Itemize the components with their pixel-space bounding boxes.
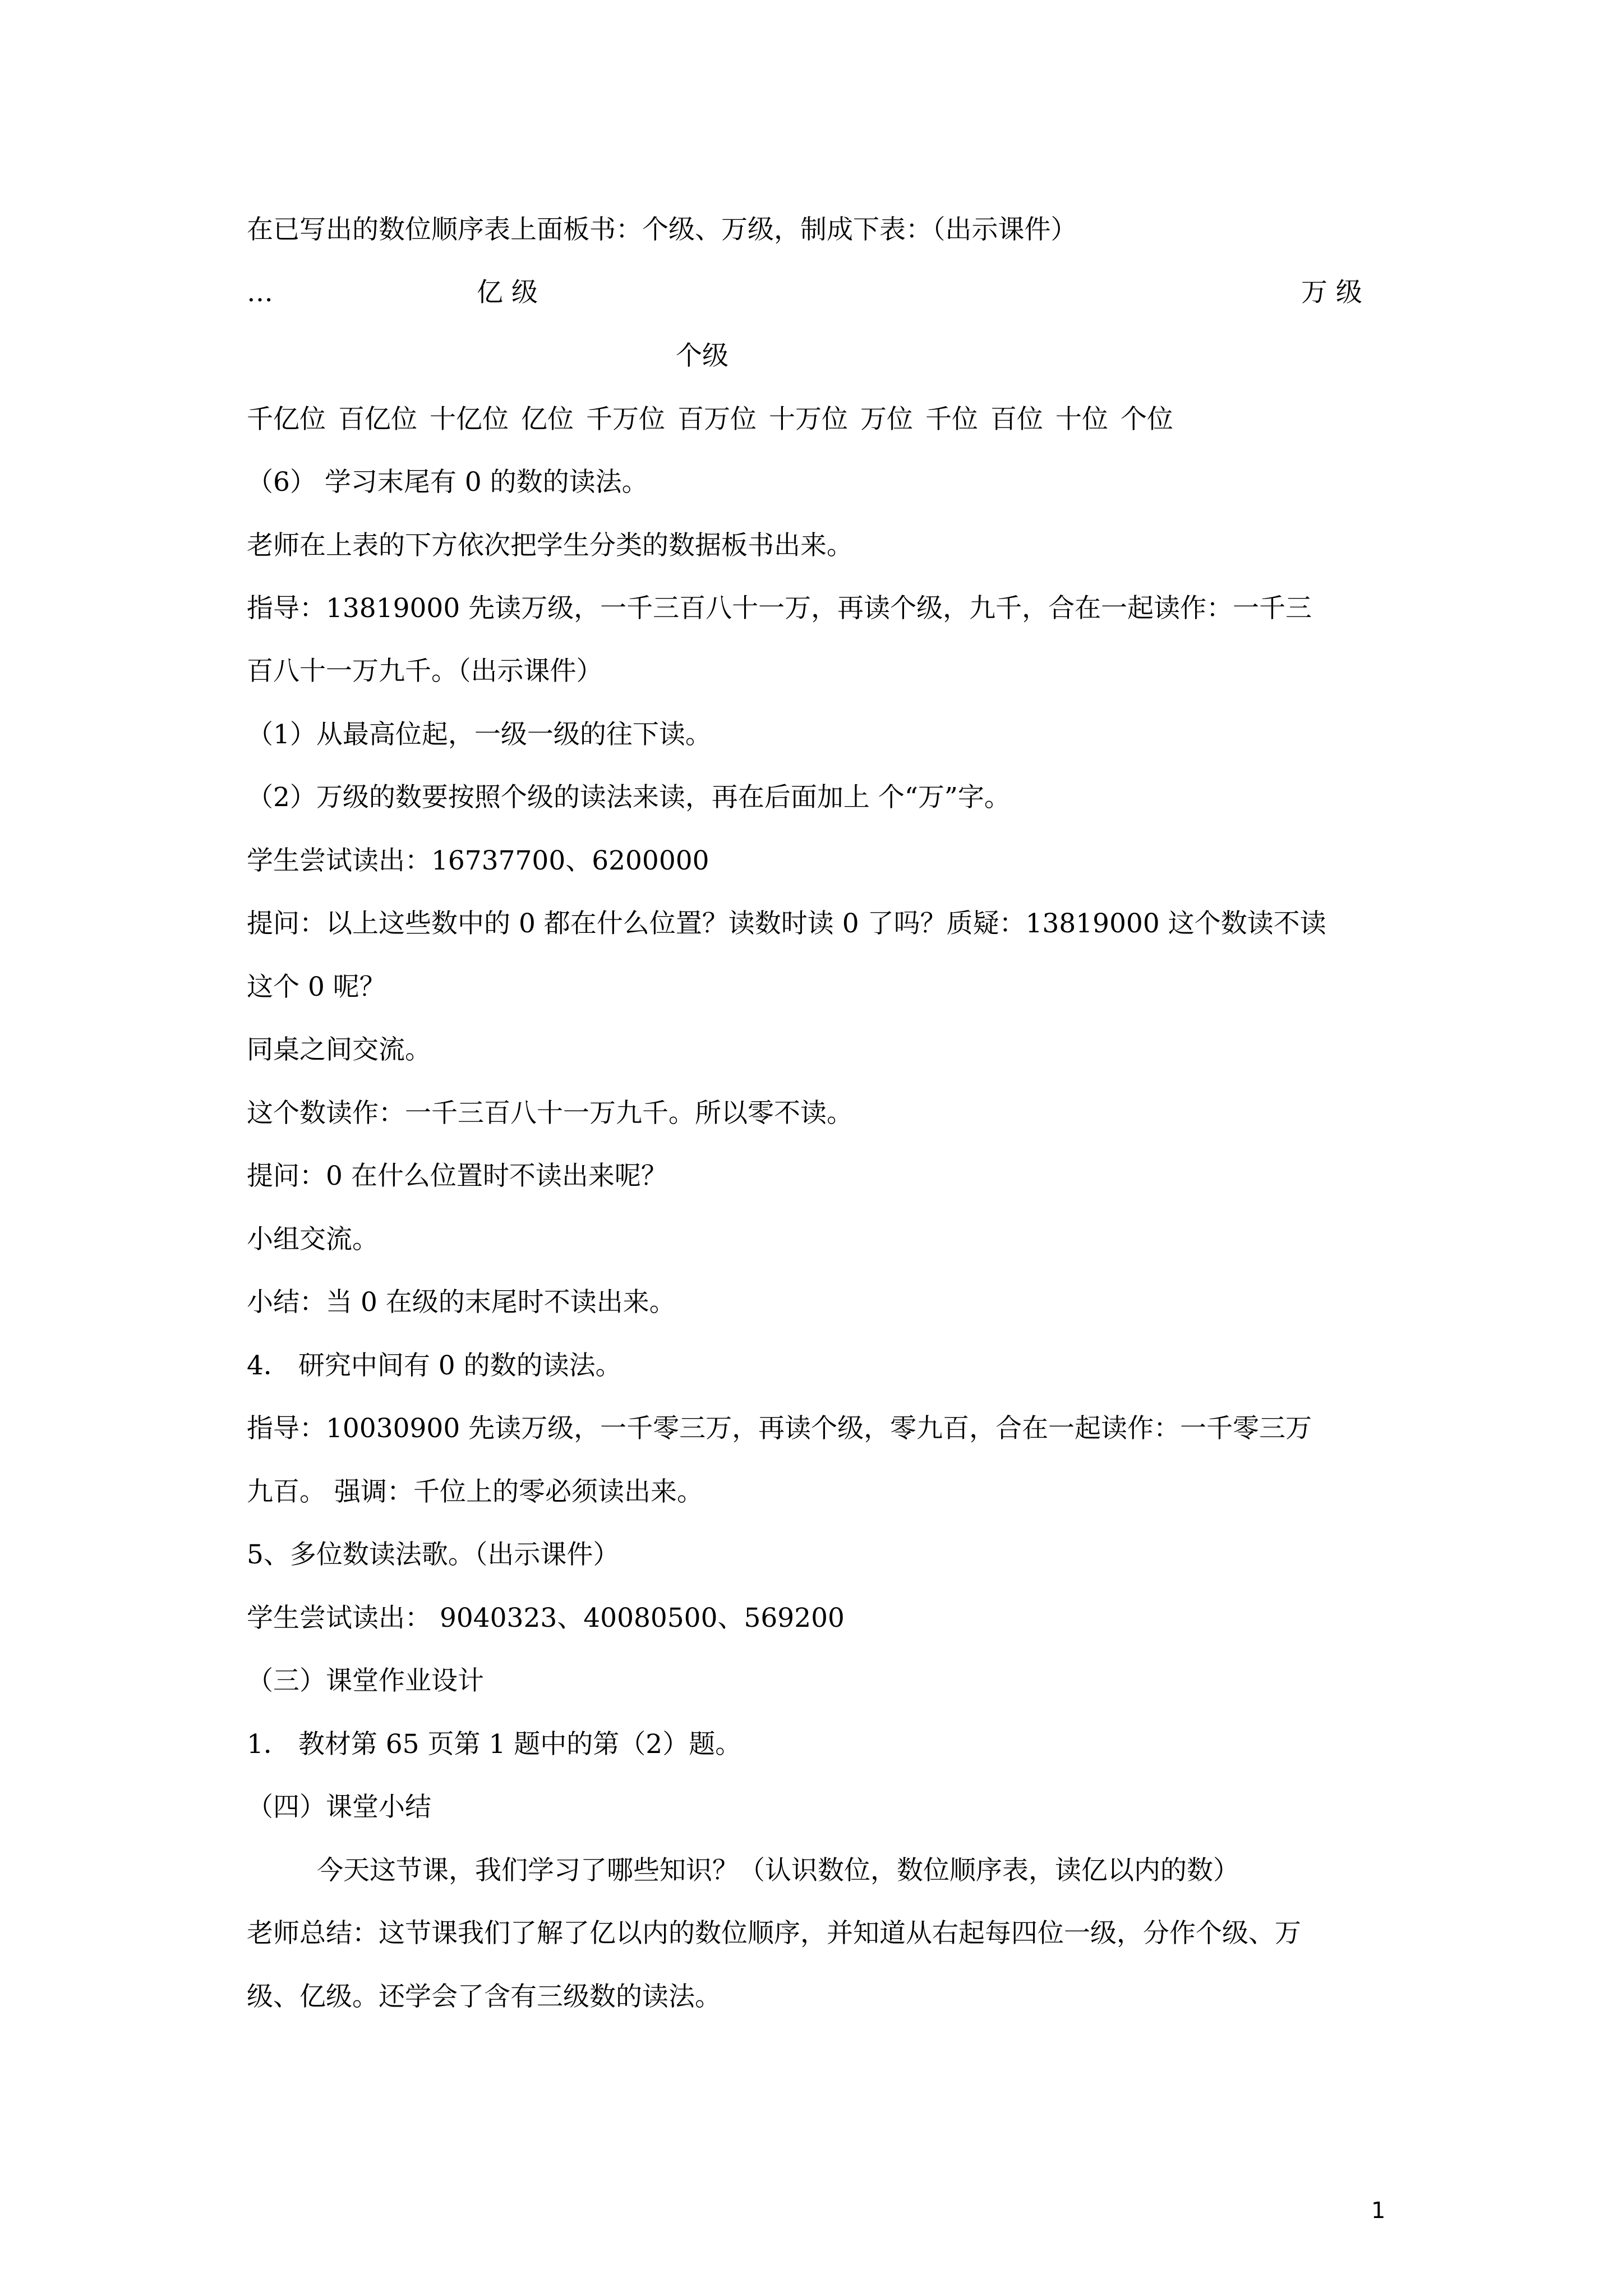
text-line: 今天这节课，我们学习了哪些知识？（认识数位，数位顺序表，读亿以内的数） (317, 1855, 1239, 1886)
text-line: 九百。 强调：千位上的零必须读出来。 (247, 1476, 703, 1507)
section-heading: 4． 研究中间有 0 的数的读法。 (247, 1350, 622, 1381)
yi-level-label: 亿 级 (477, 277, 538, 308)
place-value-cell: 百万位 (677, 404, 757, 435)
table-ellipsis: … (247, 277, 273, 308)
section-heading: （四）课堂小结 (247, 1792, 431, 1823)
text-line: 学生尝试读出：16737700、6200000 (247, 845, 709, 876)
text-line: 百八十一万九千。（出示课件） (247, 656, 603, 687)
place-value-cell: 千万位 (586, 404, 665, 435)
text-line: 在已写出的数位顺序表上面板书：个级、万级，制成下表：（出示课件） (247, 214, 1077, 245)
text-line: 这个数读作：一千三百八十一万九千。所以零不读。 (247, 1098, 853, 1129)
page-number: 1 (1371, 2198, 1386, 2224)
place-value-cell: 十位 (1055, 404, 1108, 435)
place-value-cell: 千亿位 (247, 404, 326, 435)
text-line: 学生尝试读出： 9040323、40080500、569200 (247, 1603, 845, 1634)
text-line: 小组交流。 (247, 1224, 379, 1255)
text-line: 提问：0 在什么位置时不读出来呢？ (247, 1161, 667, 1191)
text-line: 1． 教材第 65 页第 1 题中的第（2）题。 (247, 1729, 742, 1760)
ge-level-label: 个级 (676, 341, 728, 371)
wan-level-label: 万 级 (1301, 277, 1362, 308)
text-line: 同桌之间交流。 (247, 1034, 431, 1065)
text-line: 小结：当 0 在级的末尾时不读出来。 (247, 1287, 676, 1318)
place-value-cell: 十亿位 (430, 404, 509, 435)
section-heading: 5、多位数读法歌。（出示课件） (247, 1539, 620, 1570)
text-line: （1）从最高位起，一级一级的往下读。 (247, 719, 712, 750)
section-heading: （6） 学习末尾有 0 的数的读法。 (247, 467, 648, 498)
text-line: 老师总结：这节课我们了解了亿以内的数位顺序，并知道从右起每四位一级，分作个级、万 (247, 1918, 1301, 1949)
place-value-cell: 百位 (990, 404, 1043, 435)
text-line: 老师在上表的下方依次把学生分类的数据板书出来。 (247, 530, 853, 561)
text-line: 指导：13819000 先读万级，一千三百八十一万，再读个级，九千，合在一起读作：一千三 (247, 593, 1312, 624)
text-line: （2）万级的数要按照个级的读法来读，再在后面加上 个“万”字。 (247, 782, 1011, 813)
place-value-row (247, 403, 1186, 436)
place-value-cell: 个位 (1121, 404, 1173, 435)
place-value-cell: 千位 (925, 404, 978, 435)
text-line: 指导：10030900 先读万级，一千零三万，再读个级，零九百，合在一起读作：一千零三万 (247, 1413, 1312, 1444)
place-value-cell: 万位 (860, 404, 913, 435)
text-line: 提问：以上这些数中的 0 都在什么位置？读数时读 0 了吗？质疑：13819000 这个数读不读 (247, 908, 1326, 939)
place-value-cell: 百亿位 (338, 404, 417, 435)
text-line: 级、亿级。还学会了含有三级数的读法。 (247, 1981, 721, 2012)
place-value-cell: 十万位 (769, 404, 848, 435)
section-heading: （三）课堂作业设计 (247, 1665, 484, 1696)
text-line: 这个 0 呢？ (247, 972, 386, 1002)
place-value-cell: 亿位 (521, 404, 574, 435)
